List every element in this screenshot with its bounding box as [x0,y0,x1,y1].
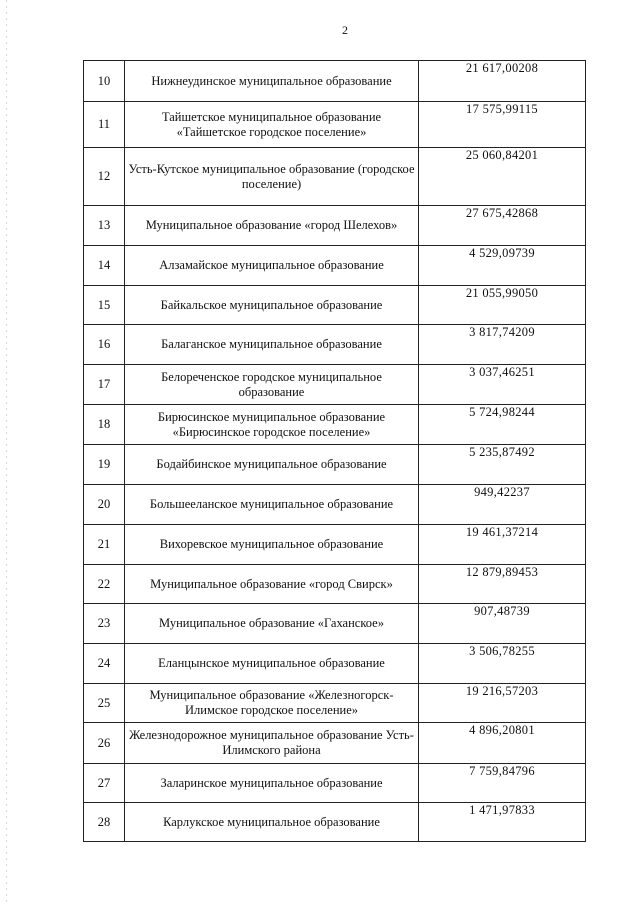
row-number: 18 [84,405,125,445]
amount-value: 19 216,57203 [419,684,586,723]
row-number: 20 [84,485,125,525]
table-row [84,723,586,764]
municipality-name: Бодайбинское муниципальное образование [125,445,419,485]
table-row [84,365,586,405]
table-row [84,525,586,565]
municipality-name: Тайшетское муниципальное образование «Тайшетское городское поселение» [125,102,419,148]
table-row [84,246,586,286]
table-row [84,148,586,206]
table-row [84,684,586,723]
row-number: 17 [84,365,125,405]
municipality-name: Муниципальное образование «Железногорск-Илимское городское поселение» [125,684,419,723]
table-row [84,485,586,525]
municipality-name: Балаганское муниципальное образование [125,325,419,365]
table-row [84,61,586,102]
amount-value: 5 235,87492 [419,445,586,485]
page-number: 2 [342,23,348,37]
amount-value: 4 529,09739 [419,246,586,286]
municipality-name: Муниципальное образование «город Свирск» [125,565,419,604]
row-number: 16 [84,325,125,365]
row-number: 14 [84,246,125,286]
amount-value: 21 617,00208 [419,61,586,102]
table-row [84,445,586,485]
table-row [84,325,586,365]
municipality-name: Вихоревское муниципальное образование [125,525,419,565]
municipality-name: Белореченское городское муниципальное образование [125,365,419,405]
row-number: 22 [84,565,125,604]
row-number: 28 [84,803,125,842]
amount-value: 27 675,42868 [419,206,586,246]
amount-value: 3 506,78255 [419,644,586,684]
amount-value: 17 575,99115 [419,102,586,148]
row-number: 10 [84,61,125,102]
amount-value: 12 879,89453 [419,565,586,604]
municipality-name: Муниципальное образование «Гаханское» [125,604,419,644]
amount-value: 7 759,84796 [419,764,586,803]
municipality-name: Муниципальное образование «город Шелехов» [125,206,419,246]
row-number: 21 [84,525,125,565]
amount-value: 25 060,84201 [419,148,586,206]
row-number: 11 [84,102,125,148]
amount-value: 949,42237 [419,485,586,525]
table-row [84,604,586,644]
municipality-name: Железнодорожное муниципальное образование Усть-Илимского района [125,723,419,764]
amount-value: 21 055,99050 [419,286,586,325]
municipality-name: Бирюсинское муниципальное образование «Бирюсинское городское поселение» [125,405,419,445]
municipality-name: Байкальское муниципальное образование [125,286,419,325]
row-number: 25 [84,684,125,723]
amount-value: 3 037,46251 [419,365,586,405]
municipality-name: Еланцынское муниципальное образование [125,644,419,684]
municipality-name: Большееланское муниципальное образование [125,485,419,525]
table-row [84,764,586,803]
amount-value: 907,48739 [419,604,586,644]
amount-value: 4 896,20801 [419,723,586,764]
amount-value: 5 724,98244 [419,405,586,445]
table-row [84,286,586,325]
municipality-name: Алзамайское муниципальное образование [125,246,419,286]
table-row [84,644,586,684]
table-row [84,102,586,148]
row-number: 15 [84,286,125,325]
row-number: 26 [84,723,125,764]
amount-value: 19 461,37214 [419,525,586,565]
table-row [84,565,586,604]
row-number: 19 [84,445,125,485]
municipality-name: Карлукское муниципальное образование [125,803,419,842]
row-number: 23 [84,604,125,644]
row-number: 13 [84,206,125,246]
table-row [84,803,586,842]
amount-value: 1 471,97833 [419,803,586,842]
municipal-data-table [83,60,586,842]
municipality-name: Усть-Кутское муниципальное образование (городское поселение) [125,148,419,206]
table-row [84,206,586,246]
municipality-name: Заларинское муниципальное образование [125,764,419,803]
row-number: 27 [84,764,125,803]
scan-edge-artifact [6,0,7,905]
table-body [84,61,586,842]
municipality-name: Нижнеудинское муниципальное образование [125,61,419,102]
amount-value: 3 817,74209 [419,325,586,365]
row-number: 12 [84,148,125,206]
row-number: 24 [84,644,125,684]
table-row [84,405,586,445]
